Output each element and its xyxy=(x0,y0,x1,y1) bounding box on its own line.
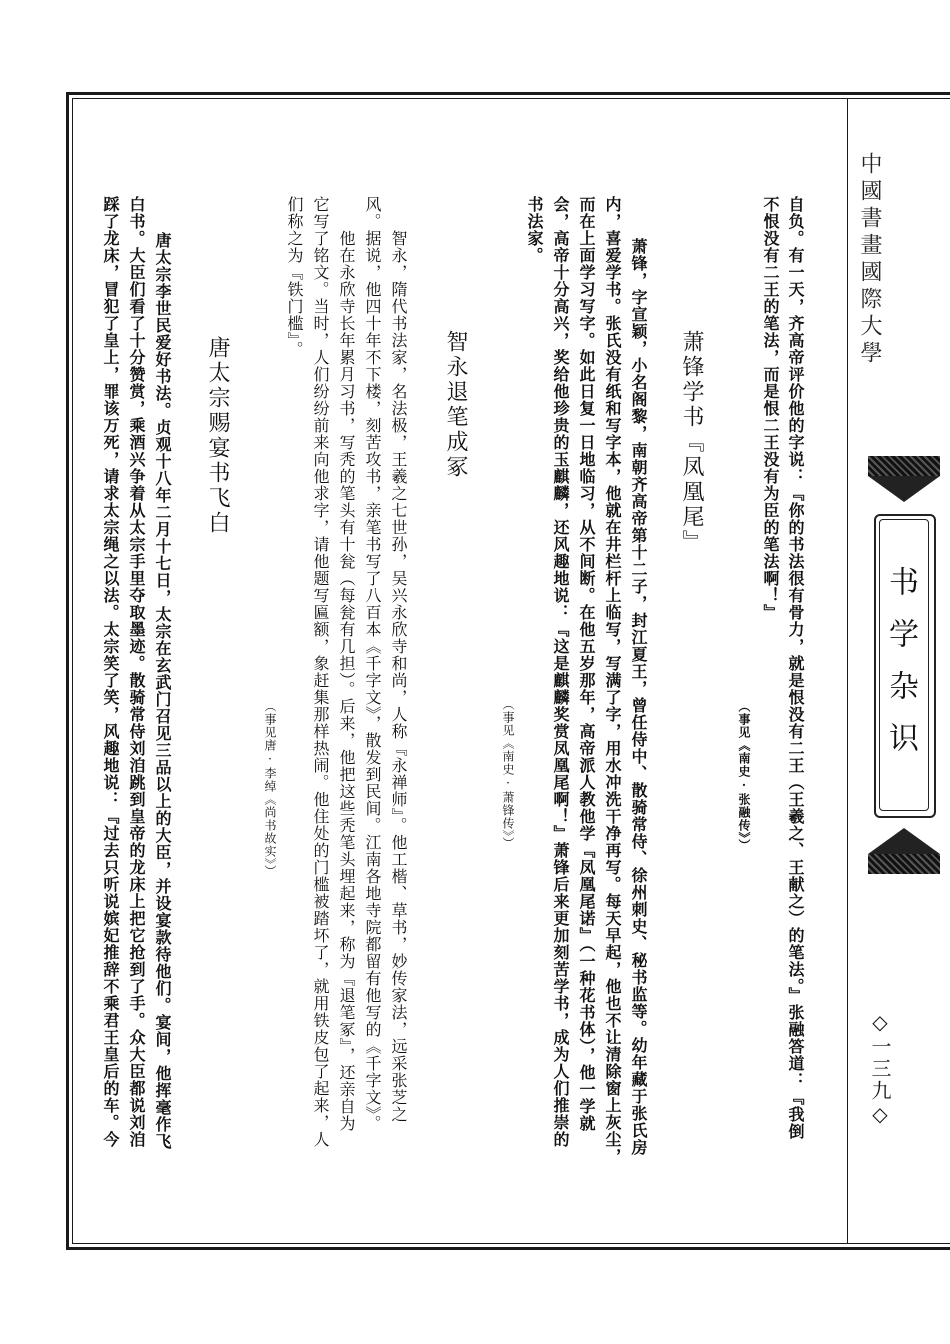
text-column: 不恨没有二王的笔法，而是恨二王没有为臣的笔法啊！』 xyxy=(761,196,780,621)
text-column: 书法家。 xyxy=(525,196,544,264)
story-title: 唐太宗赐宴书飞白 xyxy=(205,336,230,536)
citation: （事见《南史·张融传》） xyxy=(737,700,751,852)
text-column: 自负。有一天，齐高帝评价他的字说：『你的书法很有骨力，就是恨没有二王（王羲之、王献之）的笔法。』张融答道：『我倒 xyxy=(786,196,805,1140)
citation: （事见《南史·萧锋传》） xyxy=(501,698,515,850)
text-column: 而在上面学习写字。如此日复一日地临习，从不间断。在他五岁那年，高帝派人教他学『凤凰尾诺』（一种花书体），他一学就 xyxy=(577,196,596,1132)
citation: （事见唐·李绰《尚书故实》） xyxy=(263,700,277,878)
sidebar-divider xyxy=(847,98,848,1244)
section-title: 书学杂识 xyxy=(883,566,918,774)
text-column: 萧锋，字宣颖，小名阁黎，南朝齐高帝第十二子，封江夏王，曾任侍中、散骑常侍、徐州刺史、秘书监等。幼年藏于张氏房 xyxy=(629,238,648,1156)
text-column: 踩了龙床，冒犯了皇上，罪该万死，请求太宗绳之以法。太宗笑了笑，风趣地说：『过去只听说嫔妃推辞不乘君王皇后的车。今 xyxy=(101,196,120,1148)
text-column: 智永，隋代书法家，名法极，王羲之七世孙，吴兴永欣寺和尚，人称『永禅师』。他工楷、草书，妙传家法，远采张芝之 xyxy=(389,230,408,1123)
story-title: 智永退笔成冢 xyxy=(443,330,468,480)
text-column: 唐太宗李世民爱好书法。贞观十八年二月十七日，太宗在玄武门召见三品以上的大臣，并设宴款待他们。宴间，他挥毫作飞 xyxy=(153,232,172,1150)
university-name: 中國書畫國際大學 xyxy=(857,152,882,368)
banner-top-bar xyxy=(868,456,940,476)
page-border-inner xyxy=(72,98,950,1244)
banner-bottom-bar xyxy=(868,854,940,874)
text-column: 们称之为『铁门槛』。 xyxy=(285,196,304,358)
text-column: 会，高帝十分高兴，奖给他珍贵的玉麒麟，还风趣地说：『这是麒麟奖赏凤凰尾啊！』萧锋后来更加刻苦学书，成为人们推崇的 xyxy=(551,196,570,1148)
story-title: 萧锋学书『凤凰尾』 xyxy=(679,330,704,555)
text-column: 内，喜爱学书。张氏没有纸和写字本，他就在井栏杆上临写，写满了字，用水冲洗干净再写。每天早起，他也不让清除窗上灰尘， xyxy=(603,196,622,1165)
banner-bottom-ornament xyxy=(868,828,940,854)
text-column: 白书。大臣们看了十分赞赏，乘酒兴争着从太宗手里夺取墨迹。散骑常侍刘洎跳到皇帝的龙床上把它抢到了手。众大臣都说刘洎 xyxy=(127,196,146,1148)
text-column: 它写了铭文。当时，人们纷纷前来向他求字，请他题写匾额，象赶集那样热闹。他住处的门槛被踏坏了，就用铁皮包了起来，人 xyxy=(311,196,330,1148)
page-number: ◇一三九◇ xyxy=(868,1010,892,1128)
text-column: 风。据说，他四十年不下楼，刻苦攻书，亲笔书写了八百本《千字文》，散发到民间。江南各地寺院都留有他写的《千字文》。 xyxy=(363,196,382,1132)
banner-top-ornament xyxy=(868,476,940,502)
text-column: 他在永欣寺长年累月习书，写秃的笔头有十瓮（每瓮有几担）。后来，他把这些秃笔头埋起来，称为『退笔冢』，还亲自为 xyxy=(337,230,356,1132)
